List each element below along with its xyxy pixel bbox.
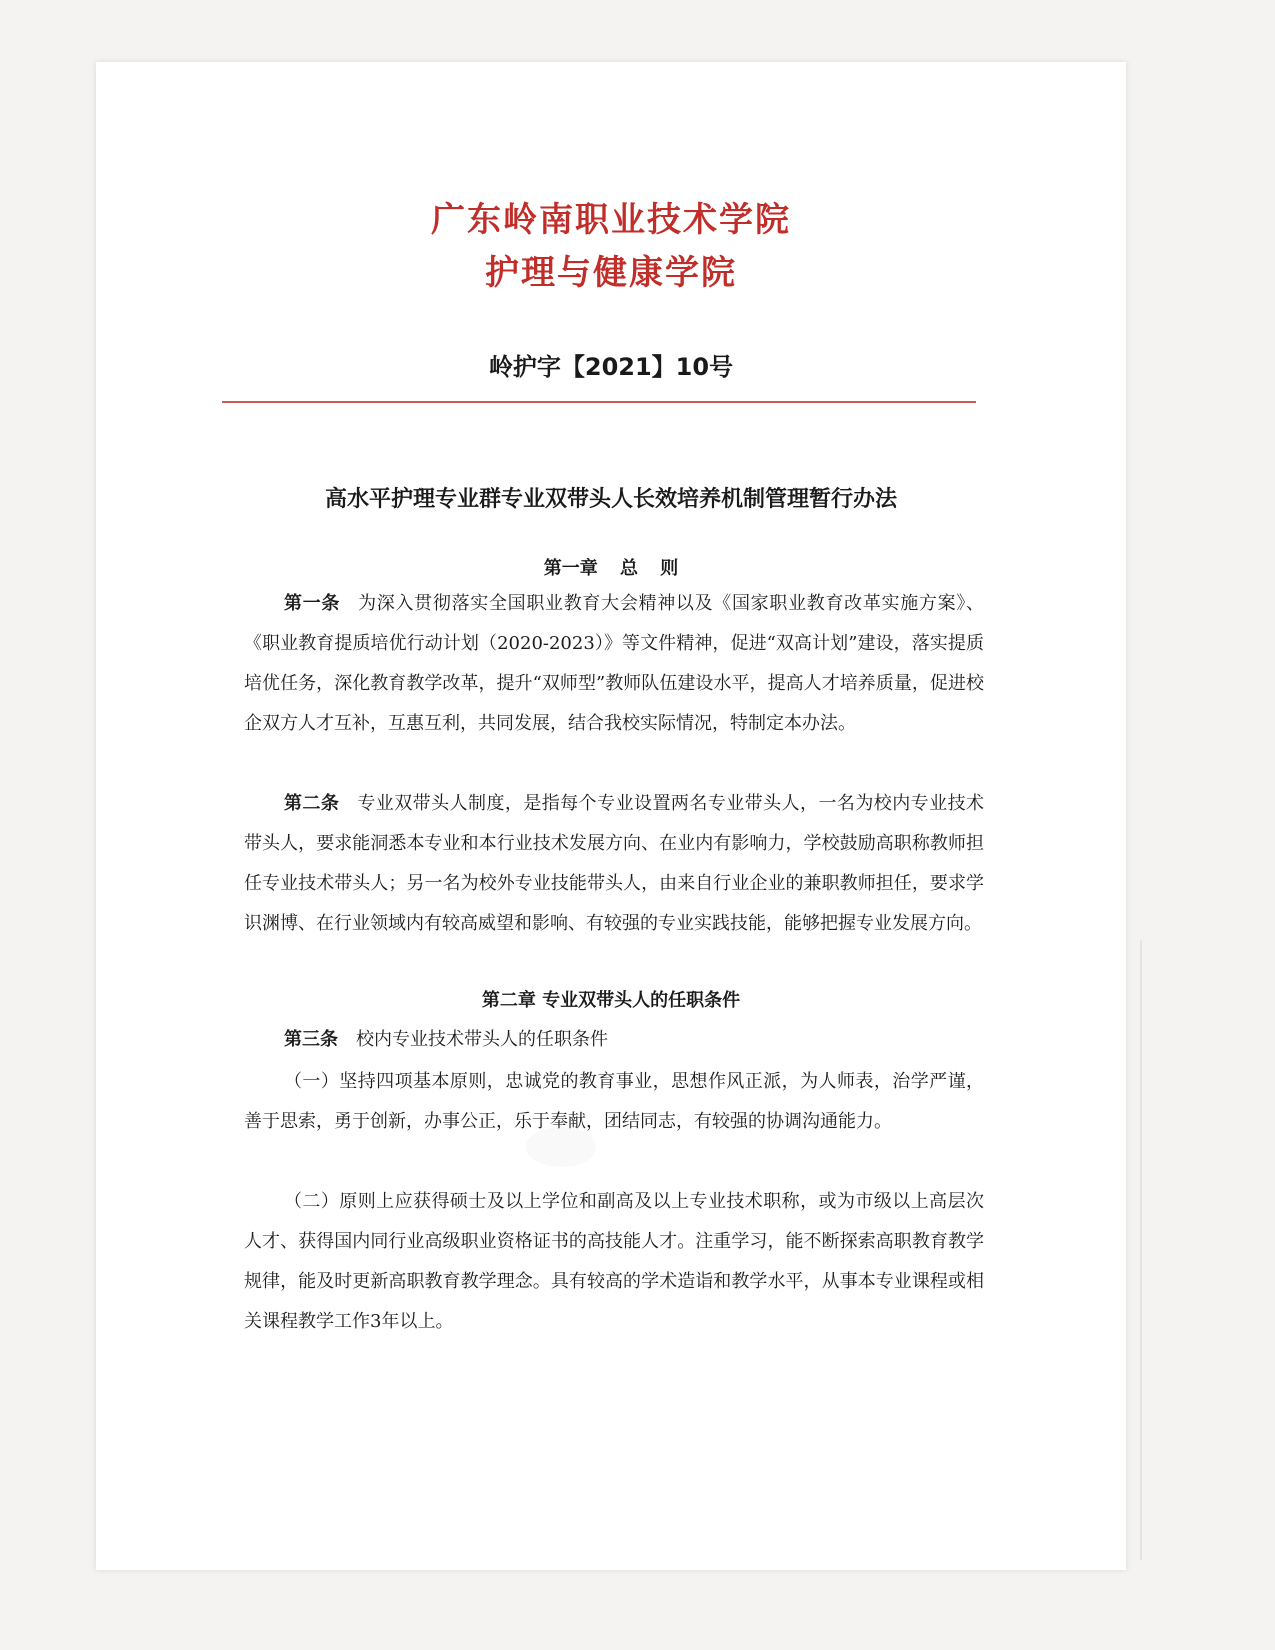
article-1-text: 为深入贯彻落实全国职业教育大会精神以及《国家职业教育改革实施方案》、《职业教育提质培优行动计划（2020-2023）》等文件精神，促进“双高计划”建设，落实提质培优任务，深化教育教学改革，提升“双师型”教师队伍建设水平，提高人才培养质量，促进校企双方人才互补，互惠互利，共同发展，结合我校实际情况，特制定本办法。 [244, 593, 985, 734]
item-2: （二）原则上应获得硕士及以上学位和副高及以上专业技术职称，或为市级以上高层次人才、获得国内同行业高级职业资格证书的高技能人才。注重学习，能不断探索高职教育教学规律，能及时更新高职教育教学理念。具有较高的学术造诣和教学水平，从事本专业课程或相关课程教学工作3年以上。 [244, 1191, 984, 1332]
article-3 [244, 1020, 984, 1060]
article-1 [244, 584, 984, 744]
document-title: 高水平护理专业群专业双带头人长效培养机制管理暂行办法 [324, 487, 897, 512]
chapter-2-heading: 第二章 专业双带头人的任职条件 [481, 990, 741, 1011]
item-1: （一）坚持四项基本原则，忠诚党的教育事业，思想作风正派，为人师表，治学严谨，善于思索，勇于创新，办事公正，乐于奉献，团结同志，有较强的协调沟通能力。 [244, 1071, 984, 1132]
letterhead-institution: 广东岭南职业技术学院 [431, 200, 791, 240]
letterhead-department: 护理与健康学院 [485, 253, 737, 293]
paper-stain [526, 1127, 596, 1167]
article-2-text: 专业双带头人制度，是指每个专业设置两名专业带头人，一名为校内专业技术带头人，要求能洞悉本专业和本行业技术发展方向、在业内有影响力，学校鼓励高职称教师担任专业技术带头人；另一名为校外专业技能带头人，由来自行业企业的兼职教师担任，要求学识渊博、在行业领域内有较高威望和影响、有较强的专业实践技能，能够把握专业发展方向。 [244, 793, 985, 934]
chapter-1-heading: 第一章 总 则 [543, 558, 679, 579]
article-1-label: 第一条 [284, 593, 341, 614]
document-page [96, 62, 1126, 1570]
article-2 [244, 784, 984, 944]
article-2-label: 第二条 [284, 793, 340, 814]
red-divider [222, 401, 976, 403]
document-number: 岭护字【2021】10号 [488, 353, 734, 381]
article-3-label: 第三条 [284, 1029, 338, 1050]
paper-edge [1140, 940, 1142, 1560]
article-3-text: 校内专业技术带头人的任职条件 [356, 1029, 608, 1050]
